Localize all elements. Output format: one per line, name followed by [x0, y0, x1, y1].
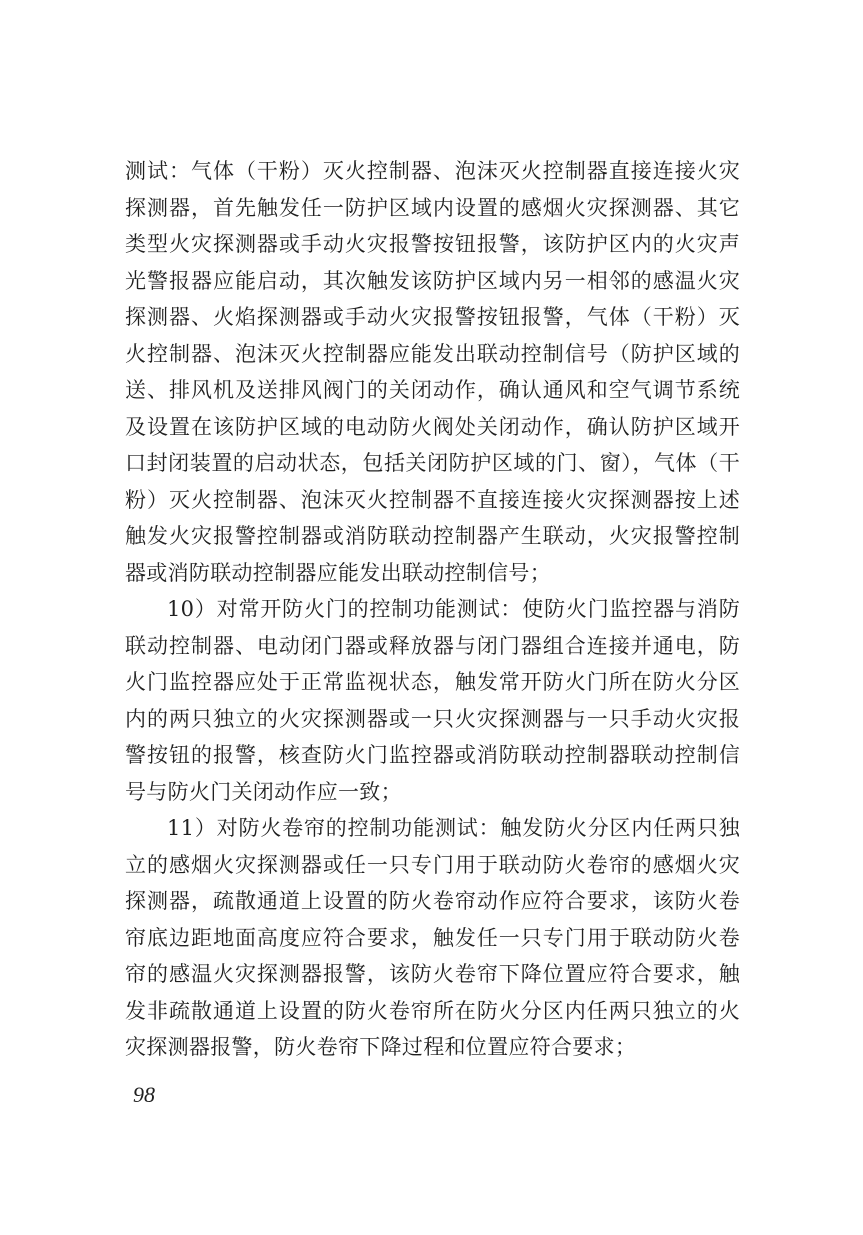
paragraph-gas-extinguishing-test: 测试：气体（干粉）灭火控制器、泡沫灭火控制器直接连接火灾探测器，首先触发任一防护区域内设置的感烟火灾探测器、其它类型火灾探测器或手动火灾报警按钮报警，该防护区内的火灾声光警报器应能启动，其次触发该防护区域内另一相邻的感温火灾探测器、火焰探测器或手动火灾报警按钮报警，气体（干粉）灭火控制器、泡沫灭火控制器应能发出联动控制信号（防护区域的送、排风机及送排风阀门的关闭动作，确认通风和空气调节系统及设置在该防护区域的电动防火阀处关闭动作，确认防护区域开口封闭装置的启动状态，包括关闭防护区域的门、窗），气体（干粉）灭火控制器、泡沫灭火控制器不直接连接火灾探测器按上述触发火灾报警控制器或消防联动控制器产生联动，火灾报警控制器或消防联动控制器应能发出联动控制信号； [125, 159, 740, 585]
paragraph-fire-shutter-test: 11）对防火卷帘的控制功能测试：触发防火分区内任两只独立的感烟火灾探测器或任一只专门用于联动防火卷帘的感烟火灾探测器，疏散通道上设置的防火卷帘动作应符合要求，该防火卷帘底边距地面高度应符合要求，触发任一只专门用于联动防火卷帘的感温火灾探测器报警，该防火卷帘下降位置应符合要求，触发非疏散通道上设置的防火卷帘所在防火分区内任两只独立的火灾探测器报警，防火卷帘下降过程和位置应符合要求； [125, 816, 740, 1059]
paragraph-fire-door-test: 10）对常开防火门的控制功能测试：使防火门监控器与消防联动控制器、电动闭门器或释放器与闭门器组合连接并通电，防火门监控器应处于正常监视状态，触发常开防火门所在防火分区内的两只独立的火灾探测器或一只火灾探测器与一只手动火灾报警按钮的报警，核查防火门监控器或消防联动控制器联动控制信号与防火门关闭动作应一致； [125, 597, 740, 804]
body-text [125, 153, 740, 1066]
page-number: 98 [133, 1082, 155, 1107]
